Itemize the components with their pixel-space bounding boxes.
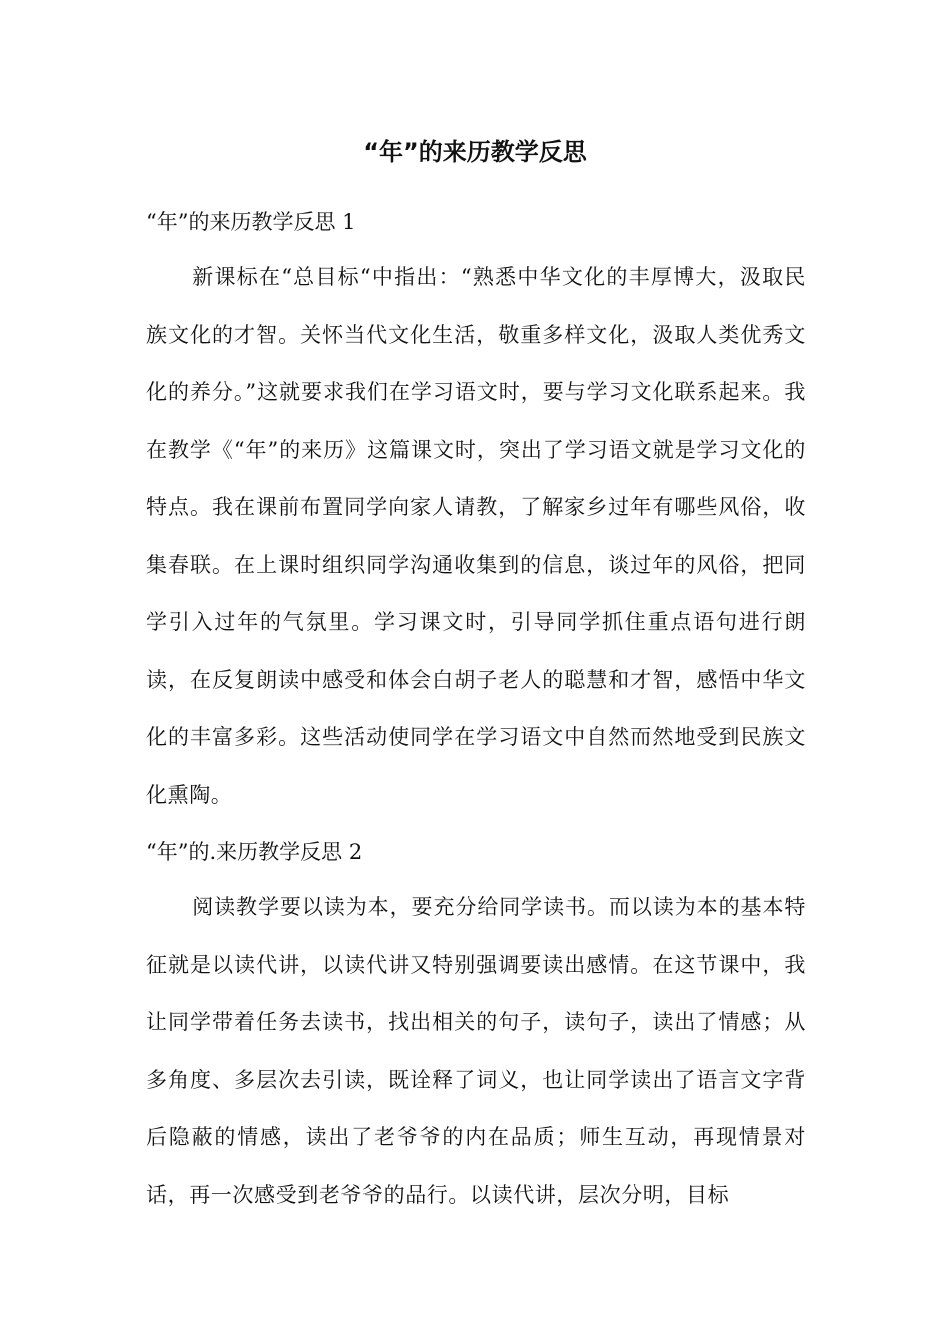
section-heading-2: “年”的.来历教学反思 2 xyxy=(146,840,363,864)
section-paragraph-2: 阅读教学要以读为本，要充分给同学读书。而以读为本的基本特征就是以读代讲，以读代讲又特别强调要读出感情。在这节课中，我让同学带着任务去读书，找出相关的句子，读句子，读出了情感；从多角度、多层次去引读，既诠释了词义，也让同学读出了语言文字背后隐蔽的情感，读出了老爷爷的内在品质；师生互动，再现情景对话，再一次感受到老爷爷的品行。以读代讲，层次分明，目标 xyxy=(146,895,806,1207)
section-heading-1: “年”的来历教学反思 1 xyxy=(146,210,356,234)
section-paragraph-1: 新课标在“总目标“中指出：“熟悉中华文化的丰厚博大，汲取民族文化的才智。关怀当代文化生活，敬重多样文化，汲取人类优秀文化的养分。”这就要求我们在学习语文时，要与学习文化联系起来。我在教学《“年”的来历》这篇课文时，突出了学习语文就是学习文化的特点。我在课前布置同学向家人请教，了解家乡过年有哪些风俗，收集春联。在上课时组织同学沟通收集到的信息，谈过年的风俗，把同学引入过年的气氛里。学习课文时，引导同学抓住重点语句进行朗读，在反复朗读中感受和体会白胡子老人的聪慧和才智，感悟中华文化的丰富多彩。这些活动使同学在学习语文中自然而然地受到民族文化熏陶。 xyxy=(146,265,806,807)
document-title: “年”的来历教学反思 xyxy=(363,138,587,166)
